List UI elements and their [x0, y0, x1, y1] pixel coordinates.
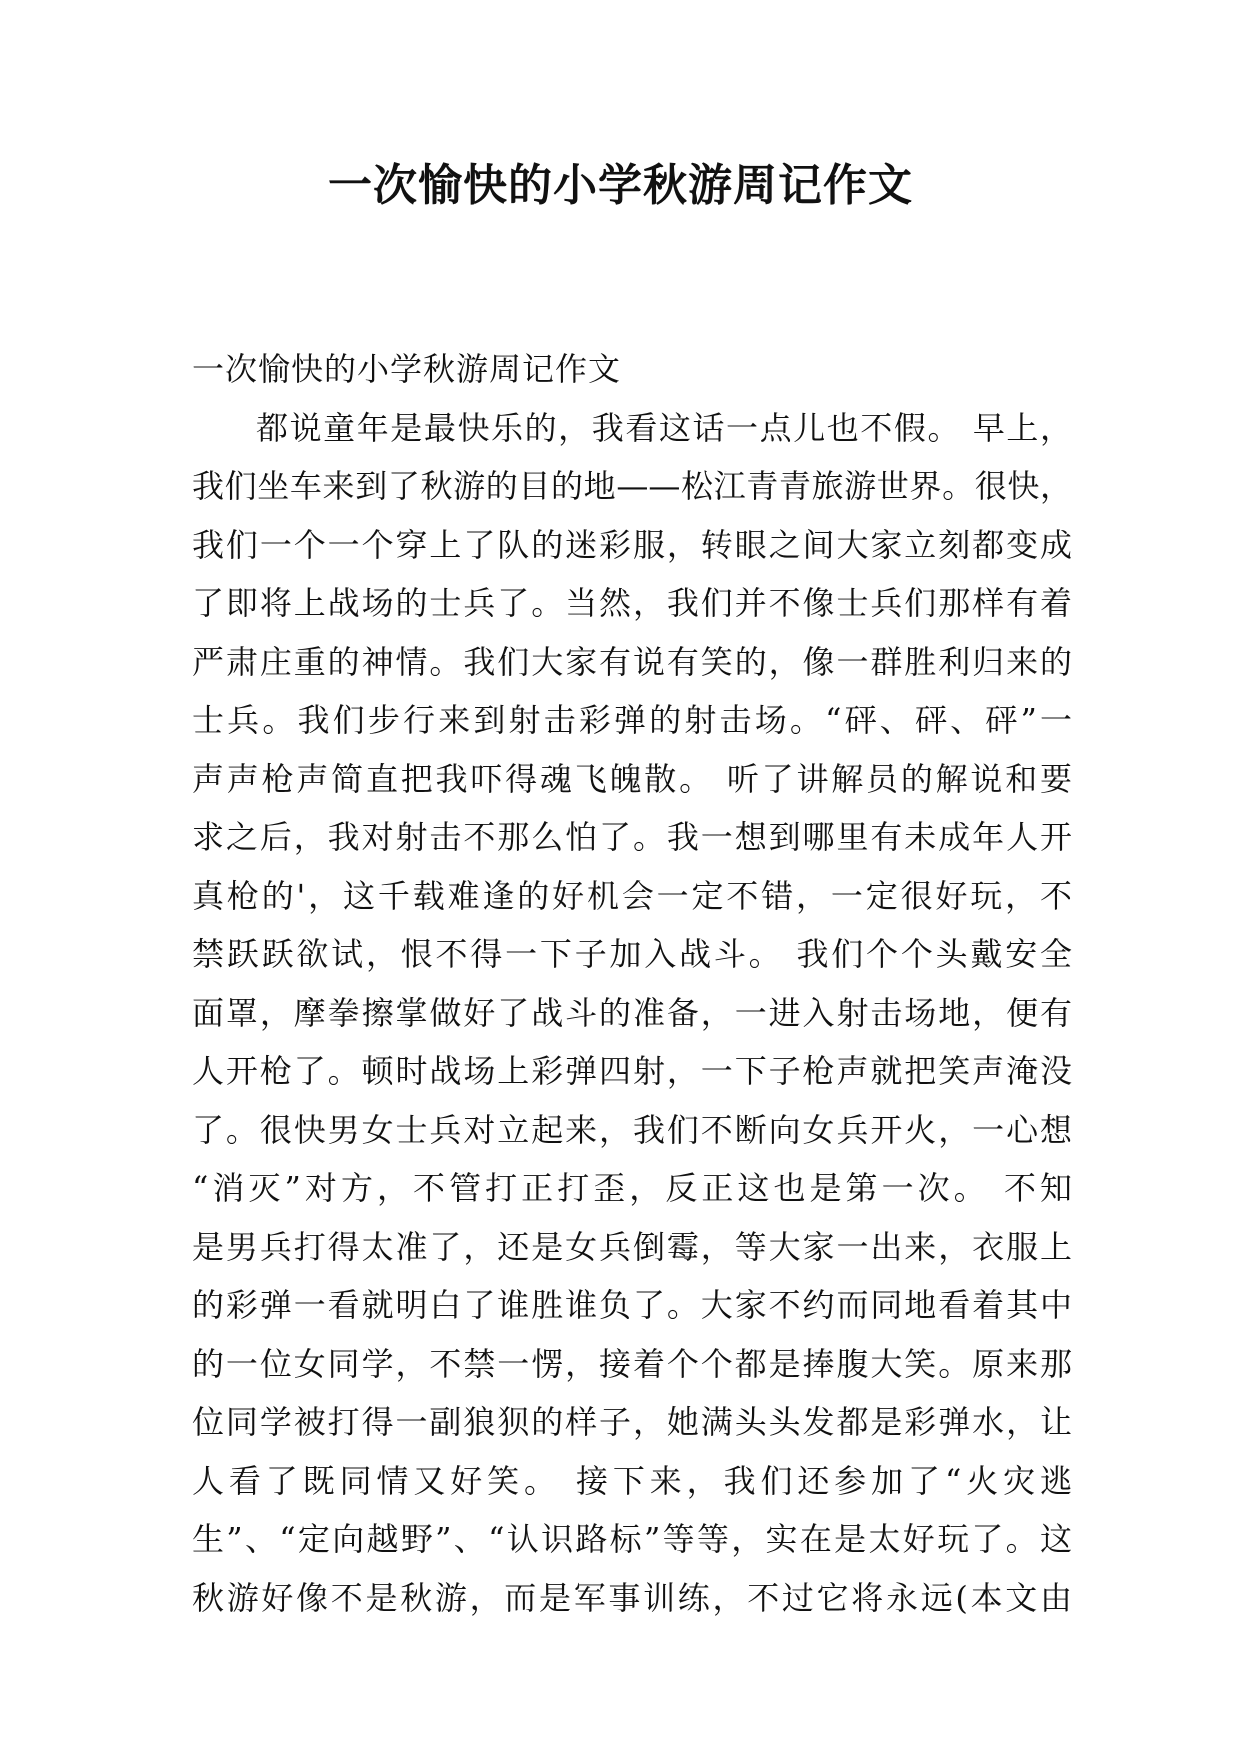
body-line: 士兵。我们步行来到射击彩弹的射击场。“砰、砰、砰”一: [192, 701, 1072, 739]
body-line: 我们一个一个穿上了队的迷彩服，转眼之间大家立刻都变成: [192, 525, 1072, 564]
body-line: 秋游好像不是秋游，而是军事训练，不过它将永远(本文由: [192, 1578, 1072, 1617]
body-line: 了。很快男女士兵对立起来，我们不断向女兵开火，一心想: [192, 1110, 1072, 1149]
body-line: 禁跃跃欲试，恨不得一下子加入战斗。 我们个个头戴安全: [192, 935, 1072, 973]
body-line: 生”、“定向越野”、“认识路标”等等，实在是太好玩了。这: [192, 1520, 1072, 1558]
body-line: 的一位女同学，不禁一愣，接着个个都是捧腹大笑。原来那: [192, 1344, 1072, 1383]
body-line: 了即将上战场的士兵了。当然，我们并不像士兵们那样有着: [192, 584, 1072, 622]
document-title: 一次愉快的小学秋游周记作文: [328, 160, 913, 211]
body-line: 都说童年是最快乐的，我看这话一点儿也不假。 早上，: [256, 408, 1072, 447]
body-line: 是男兵打得太准了，还是女兵倒霉，等大家一出来，衣服上: [192, 1227, 1072, 1266]
body-line: “消灭”对方，不管打正打歪，反正这也是第一次。 不知: [192, 1169, 1072, 1207]
body-line: 面罩，摩拳擦掌做好了战斗的准备，一进入射击场地，便有: [192, 993, 1072, 1032]
body-line: 人开枪了。顿时战场上彩弹四射，一下子枪声就把笑声淹没: [192, 1052, 1072, 1090]
body-line: 真枪的'，这千载难逢的好机会一定不错，一定很好玩，不: [192, 876, 1072, 915]
body-line: 我们坐车来到了秋游的目的地——松江青青旅游世界。很快，: [192, 467, 1072, 505]
body-line: 人看了既同情又好笑。 接下来，我们还参加了“火灾逃: [192, 1461, 1072, 1500]
body-line: 严肃庄重的神情。我们大家有说有笑的，像一群胜利归来的: [192, 642, 1072, 681]
document-body: [192, 340, 1072, 1627]
body-line: 的彩弹一看就明白了谁胜谁负了。大家不约而同地看着其中: [192, 1286, 1072, 1324]
body-line: 求之后，我对射击不那么怕了。我一想到哪里有未成年人开: [192, 818, 1072, 856]
body-line: 一次愉快的小学秋游周记作文: [192, 350, 622, 388]
body-line: 声声枪声简直把我吓得魂飞魄散。 听了讲解员的解说和要: [192, 759, 1072, 798]
body-line: 位同学被打得一副狼狈的样子，她满头头发都是彩弹水，让: [192, 1403, 1072, 1441]
